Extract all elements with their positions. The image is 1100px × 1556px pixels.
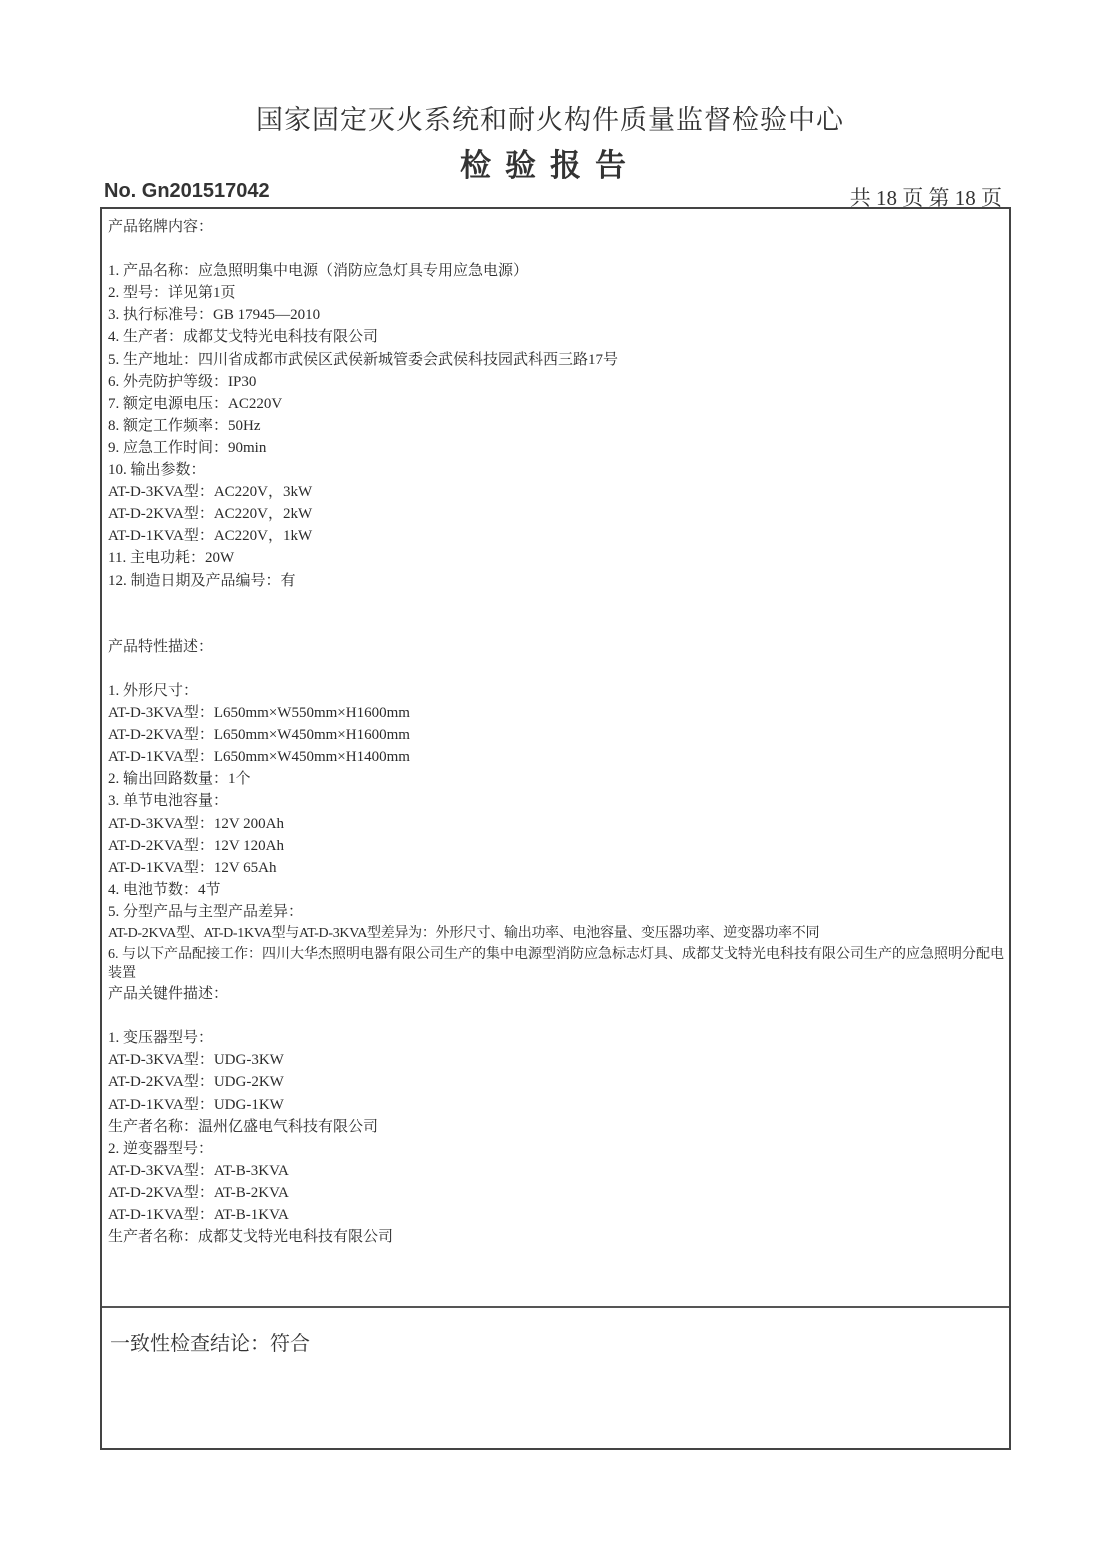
characteristics-item: 6. 与以下产品配接工作：四川大华杰照明电器有限公司生产的集中电源型消防应急标志灯具、成都艾戈特光电科技有限公司生产的应急照明分配电装置 <box>108 947 1004 982</box>
characteristics-item: 3. 单节电池容量： <box>108 793 229 810</box>
key-component-item: AT-D-2KVA型：AT-B-2KVA <box>108 1184 289 1201</box>
spacer <box>108 1005 1005 1027</box>
nameplate-item: 3. 执行标准号：GB 17945—2010 <box>108 307 321 324</box>
key-component-item: AT-D-1KVA型：UDG-1KW <box>108 1096 284 1113</box>
spacer <box>108 238 1005 260</box>
spacer <box>108 614 1005 636</box>
key-component-item: 2. 逆变器型号： <box>108 1140 214 1157</box>
nameplate-item: 9. 应急工作时间：90min <box>108 439 267 456</box>
page-info: 共 18 页 第 18 页 <box>849 186 1002 210</box>
report-frame <box>100 207 1011 1450</box>
characteristics-item: AT-D-3KVA型：12V 200Ah <box>108 815 284 832</box>
nameplate-item: 6. 外壳防护等级：IP30 <box>108 373 257 390</box>
nameplate-item: 1. 产品名称：应急照明集中电源（消防应急灯具专用应急电源） <box>108 263 529 280</box>
spacer <box>108 658 1005 680</box>
doc-title: 检验报告 <box>460 148 640 184</box>
characteristics-item: 5. 分型产品与主型产品差异： <box>108 903 304 920</box>
characteristics-item: AT-D-2KVA型、AT-D-1KVA型与AT-D-3KVA型差异为：外形尺寸、输出功率、电池容量、变压器功率、逆变器功率不同 <box>108 926 820 941</box>
key-component-item: AT-D-1KVA型：AT-B-1KVA <box>108 1207 289 1224</box>
key-component-item: 生产者名称：温州亿盛电气科技有限公司 <box>108 1118 379 1135</box>
characteristics-item: AT-D-2KVA型：L650mm×W450mm×H1600mm <box>108 727 410 744</box>
nameplate-item: AT-D-2KVA型：AC220V，2kW <box>108 506 313 523</box>
nameplate-item: 5. 生产地址：四川省成都市武侯区武侯新城管委会武侯科技园武科西三路17号 <box>108 351 619 368</box>
spacer <box>108 592 1005 614</box>
key-component-item: 1. 变压器型号： <box>108 1030 214 1047</box>
characteristics-item: AT-D-3KVA型：L650mm×W550mm×H1600mm <box>108 705 410 722</box>
characteristics-item: 1. 外形尺寸： <box>108 682 199 699</box>
characteristics-item: AT-D-1KVA型：12V 65Ah <box>108 859 277 876</box>
content-cell <box>102 209 1009 1308</box>
characteristics-item: AT-D-2KVA型：12V 120Ah <box>108 837 284 854</box>
org-title: 国家固定灭火系统和耐火构件质量监督检验中心 <box>256 105 844 136</box>
nameplate-item: 2. 型号：详见第1页 <box>108 285 236 302</box>
report-number: No. Gn201517042 <box>104 180 270 202</box>
key-component-item: AT-D-2KVA型：UDG-2KW <box>108 1074 284 1091</box>
key-component-item: 生产者名称：成都艾戈特光电科技有限公司 <box>108 1229 394 1246</box>
nameplate-item: 11. 主电功耗：20W <box>108 550 235 567</box>
characteristics-item: 4. 电池节数：4节 <box>108 881 221 898</box>
key-component-item: AT-D-3KVA型：UDG-3KW <box>108 1052 284 1069</box>
nameplate-item: 4. 生产者：成都艾戈特光电科技有限公司 <box>108 329 379 346</box>
characteristics-item: 2. 输出回路数量：1个 <box>108 771 251 788</box>
characteristics-heading: 产品特性描述： <box>108 638 214 655</box>
nameplate-item: 8. 额定工作频率：50Hz <box>108 417 261 434</box>
nameplate-heading: 产品铭牌内容： <box>108 219 214 235</box>
nameplate-item: AT-D-1KVA型：AC220V，1kW <box>108 528 313 545</box>
nameplate-item: AT-D-3KVA型：AC220V，3kW <box>108 484 313 501</box>
nameplate-item: 12. 制造日期及产品编号：有 <box>108 572 296 589</box>
content-lines <box>108 216 1005 1248</box>
key-components-heading: 产品关键件描述： <box>108 986 229 1003</box>
characteristics-item: AT-D-1KVA型：L650mm×W450mm×H1400mm <box>108 749 410 766</box>
nameplate-item: 7. 额定电源电压：AC220V <box>108 395 283 412</box>
key-component-item: AT-D-3KVA型：AT-B-3KVA <box>108 1162 289 1179</box>
nameplate-item: 10. 输出参数： <box>108 462 206 479</box>
conformity-conclusion: 一致性检查结论：符合 <box>110 1331 310 1355</box>
